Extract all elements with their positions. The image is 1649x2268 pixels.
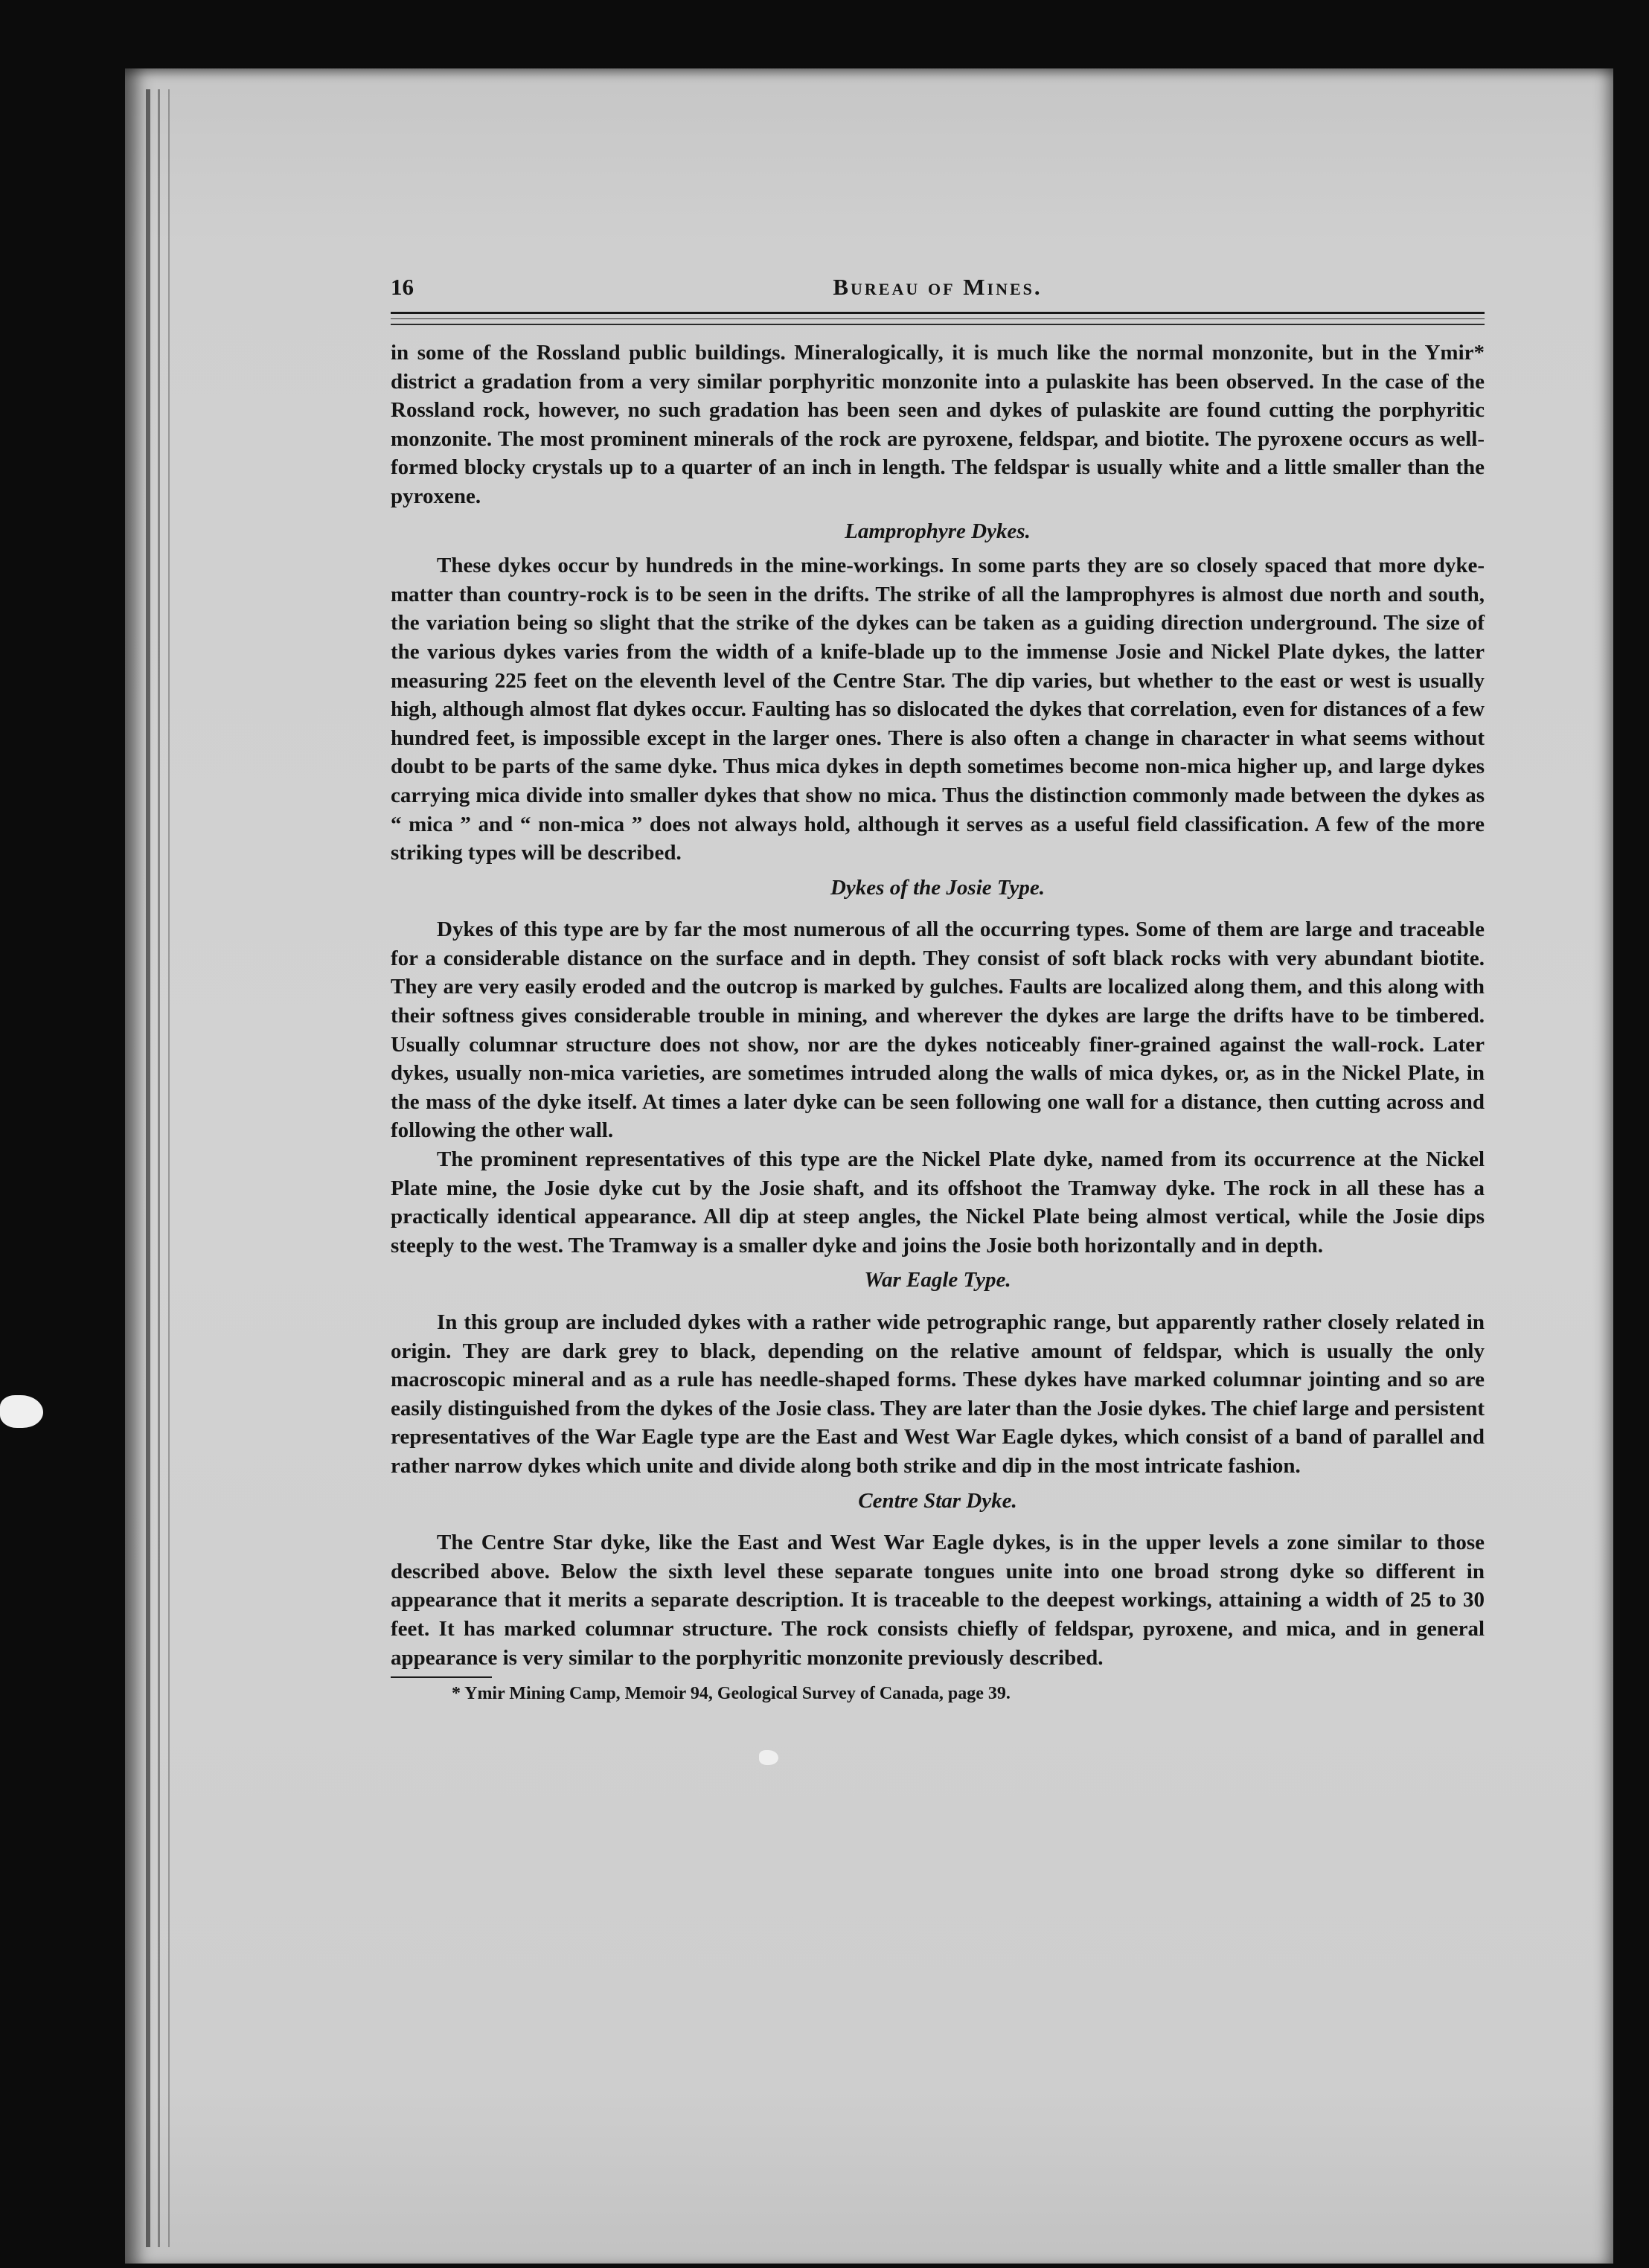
footnote-rule [391,1676,492,1678]
binding-edge-line [158,89,160,2247]
page-content [391,257,1485,1706]
section-heading: War Eagle Type. [864,1268,1011,1292]
paragraph: Dykes of this type are by far the most numerous of all the occurring types. Some of them are large and traceable for a considerable distance on the surface and in depth. They consist of soft black rocks with very abundant biotite. They are very easily eroded and the outcrop is marked by gulches. Faults are localized along them, and this along with their softness gives considerable trouble in mining, and wherever the dykes are large the drifts have to be timbered. Usually columnar structure does not show, nor are the dykes noticeably finer-grained against the wall-rock. Later dykes, usually non-mica varieties, are sometimes intruded along the walls of mica dykes, or, as in the Nickel Plate, in the mass of the dyke itself. At times a later dyke can be seen following one wall for a distance, then cutting across and following the other wall. [391,917,1485,1143]
paragraph: The Centre Star dyke, like the East and West War Eagle dykes, is in the upper levels a zone similar to those described above. Below the sixth level these separate tongues unite into one broad strong dyke so different in appearance that it merits a separate description. It is traceable to the deepest workings, attaining a width of 25 to 30 feet. It has marked columnar structure. The rock consists chiefly of feldspar, pyroxene, and mica, and in general appearance is very similar to the porphyritic monzonite previously described. [391,1531,1485,1670]
header-rule [391,324,1485,325]
paper-damage-spot [759,1750,778,1765]
section-heading: Dykes of the Josie Type. [830,875,1046,900]
binding-edge-line [168,89,170,2247]
section-heading: Centre Star Dyke. [858,1488,1017,1513]
running-title: Bureau of Mines. [833,274,1043,300]
page-number: 16 [391,274,414,300]
section-heading: Lamprophyre Dykes. [845,519,1031,543]
header-rule [391,312,1485,314]
header-rule [391,318,1485,319]
paragraph: The prominent representatives of this type are the Nickel Plate dyke, named from its occurrence at the Nickel Plate mine, the Josie dyke cut by the Josie shaft, and its offshoot the Tramway dyke. The rock in all these has a practically identical appearance. All dip at steep angles, the Nickel Plate being almost vertical, while the Josie dips steeply to the west. The Tramway is a smaller dyke and joins the Josie both horizontally and in depth. [391,1147,1485,1258]
binding-edge-line [146,89,150,2247]
paper-damage-spot [0,1395,43,1428]
paragraph: These dykes occur by hundreds in the mine-workings. In some parts they are so closely spaced that more dyke-matter than country-rock is to be seen in the drifts. The strike of all the lamprophyres is almost due north and south, the variation being so slight that the strike of the dykes can be taken as a guiding direction underground. The size of the various dykes varies from the width of a knife-blade up to the immense Josie and Nickel Plate dykes, the latter measuring 225 feet on the eleventh level of the Centre Star. The dip varies, but whether to the east or west is usually high, although almost flat dykes occur. Faulting has so dislocated the dykes that correlation, even for distances of a few hundred feet, is impossible except in the larger ones. There is also often a change in character in what seems without doubt to be parts of the same dyke. Thus mica dykes in depth sometimes become non-mica higher up, and large dykes carrying mica divide into smaller dykes that show no mica. Thus the distinction commonly made between the dykes as “ mica ” and “ non-mica ” does not always hold, although it serves as a useful field classification. A few of the more striking types will be described. [391,554,1485,865]
paragraph: In this group are included dykes with a rather wide petrographic range, but apparently rather closely related in origin. They are dark grey to black, depending on the relative amount of feldspar, which is usually the only macroscopic mineral and as a rule has needle-shaped forms. These dykes have marked columnar jointing and so are easily distinguished from the dykes of the Josie class. They are later than the Josie dykes. The chief large and persistent representatives of the War Eagle type are the East and West War Eagle dykes, which consist of a band of parallel and rather narrow dykes which unite and divide along both strike and dip in the most intricate fashion. [391,1310,1485,1478]
paragraph: in some of the Rossland public buildings. Mineralogically, it is much like the normal monzonite, but in the Ymir* district a gradation from a very similar porphyritic monzonite into a pulaskite has been observed. In the case of the Rossland rock, however, no such gradation has been seen and dykes of pulaskite are found cutting the porphyritic monzonite. The most prominent minerals of the rock are pyroxene, feldspar, and biotite. The pyroxene occurs as well-formed blocky crystals up to a quarter of an inch in length. The feldspar is usually white and a little smaller than the pyroxene. [391,341,1485,508]
footnote: * Ymir Mining Camp, Memoir 94, Geological Survey of Canada, page 39. [452,1684,1011,1704]
page-header [391,257,1485,300]
